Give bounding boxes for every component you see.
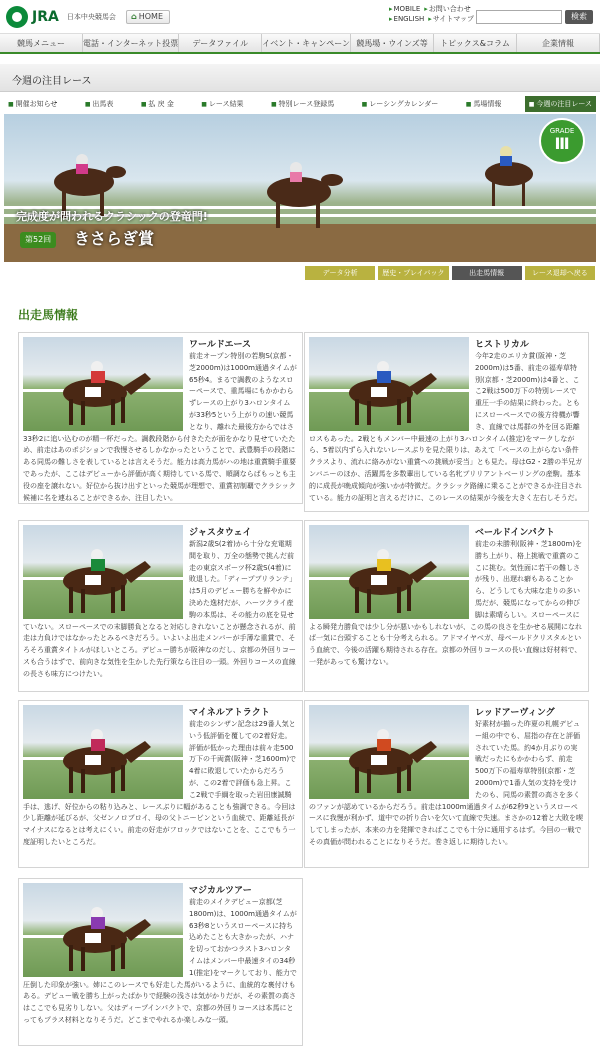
jra-logo-icon: [6, 6, 28, 28]
global-nav: [0, 34, 600, 54]
horse-description: 前走の未勝利(阪神・芝1800m)を勝ち上がり、格上挑戦で重賞のここに挑む。気性面に若干の難しさが残り、出遅れ癖もあることから、どうしても大味な走りの多い馬だが、競馬になってからの伸び脚は素晴らしい。スローペースによる瞬発力勝負では少し分が悪いかもしれないが、この馬の良さを生かせる展開になれば一気に台頭することも十分考えられる。アドマイヤベガ、母ベールドクリスタルという血統で、今後の活躍も期待される存在。京都の外回りコースの長い直線は好材料で、一発があっても驚けない。: [309, 540, 583, 666]
subnav-item-entries[interactable]: ■ 出馬表: [81, 96, 118, 112]
utility-links: [389, 4, 475, 24]
subnav-item-special[interactable]: ■ 特別レース登録馬: [267, 96, 338, 112]
grade-label: GRADE: [549, 127, 575, 135]
tab-entries[interactable]: 出走馬情報: [452, 266, 522, 280]
gnav-item-courses[interactable]: 競馬場・ウインズ等: [351, 34, 434, 52]
search-button[interactable]: 検索: [565, 10, 593, 24]
sub-nav: [4, 96, 596, 112]
site-header: [0, 0, 600, 34]
horse-description: 前走オープン特別の若駒S(京都・芝2000m)は1000m通過タイムが65秒4。まるで調教のようなスローペースで、重馬場にもかかわらずレースの上がり3ハロンタイムが33秒5という上がりの速い競馬となり、離れた最後方からではさ33秒2に追い込むのが精一杯だった。調教段階から付きたたが面をかなり見せていたため、前走はあのポジションで我慢させるしかなかったということで、武豊騎手の段階にある同馬の難しさを表しているとは言えそうだ。能力は高力馬がハの地は重賞騎手重要であったが、ここはデビューから評価が高く期待している馬で、順調ならばもっとも主役の座を譲れない。好位から抜け出すといった競馬が理想で、重賞初制覇でクラシック候補に名を連ねることができるか、注目したい。: [23, 352, 297, 502]
race-name: きさらぎ賞: [74, 229, 155, 248]
horse-card: [304, 520, 589, 692]
gnav-item-topics[interactable]: トピックス&コラム: [434, 34, 517, 52]
page-title-bar: [0, 64, 600, 92]
horse-name: マイネルアトラクト: [189, 708, 270, 718]
horse-card: [18, 332, 303, 504]
horse-description: 新潟2歳S(2着)から十分な充電期間を取り、万全の態勢で挑んだ前走の東京スポーツ杯2歳S(4着)に敗退した。「ディープブリランテ」は5月のデビュー勝ちを鮮やかに決めた逸材だが、ハーツクライ産駒の本馬は、その能力の底を見せていない。スローペースでの末脚勝負となると対応しきれないことが懸念されるが、前走は力負けではなかったとみるべきだろう。いよいよ出走メンバーが手薄な重賞で、そろそろ重賞タイトルがほしいところ。デビュー勝ちが阪神なのだし、京都の外回りコースも合うはずで、前向きな気性を生かした先行策なら注目の一頭。外回りコースの直線の長さも味方につけたい。: [23, 540, 297, 678]
horse-description: 好素材が揃った昨夏の札幌デビュー組の中でも、屈指の存在と評価されていた馬。約4か月ぶりの実戦だったにもかかわらず、前走500万下の福寿草特別(京都・芝2000m)で1番人気の支持を受けたのも、同馬の素質の高さを多くのファンが認めているからだろう。前走は1000m通過タイムが62秒9というスローペースに我慢が利かず、道中での折り合いを欠いて直線で失速。まさかの12着と大敗を喫してしまったが、本来の力を発揮できればここでも十分に通用するはず。今回の一戦でその真価が問われることになりそうだ。巻き返しに期待したい。: [309, 720, 583, 846]
subnav-item-track[interactable]: ■ 馬場情報: [462, 96, 506, 112]
horse-description: 前走のメイクデビュー京都(芝1800m)は、1000m通過タイムが63秒8というスローペースに持ち込めたことも大きかったが、ハナを切っておかつラスト3ハロンタイムはメンバー中最速タイの34秒1(推定)をマークしており、能力で圧倒した印象が強い。姉にこのレースでも好走した馬がいるように、血統的な裏付けもある。デビュー戦を勝ち上がったばかりで経験の浅さは気がかりだが、その素質の高さはここでも見劣りしない。父はディープインパクトで、京都の外回りコースは本馬にとってもプラス材料となりそうだ。どこまでやれるか楽しみな一頭。: [23, 898, 297, 1024]
tab-history[interactable]: 歴史・プレイバック: [378, 266, 448, 280]
gnav-item-voting[interactable]: 電話・インターネット投票: [83, 34, 179, 52]
content-tabs: [305, 266, 595, 280]
horse-name: ベールドインパクト: [475, 528, 555, 538]
gnav-item-menu[interactable]: 競馬メニュー: [0, 34, 83, 52]
horse-card: [304, 700, 589, 868]
mobile-link[interactable]: ▸ MOBILE: [389, 4, 420, 14]
search-input[interactable]: [476, 10, 562, 24]
horse-name: ワールドエース: [189, 340, 252, 350]
subnav-item-featured[interactable]: ■ 今週の注目レース: [525, 96, 596, 112]
page-title: 今週の注目レース: [12, 76, 92, 87]
gnav-item-datafile[interactable]: データファイル: [179, 34, 262, 52]
horse-card: [18, 700, 303, 868]
horse-name: ジャスタウェイ: [189, 528, 252, 538]
contact-link[interactable]: ▸ お問い合わせ: [424, 4, 471, 14]
home-label: HOME: [138, 12, 164, 21]
race-edition-badge: 第52回: [20, 232, 56, 248]
hero-copy: 完成度が問われるクラシックの登竜門!: [16, 210, 208, 223]
grade-value: Ⅲ: [554, 134, 570, 153]
gnav-item-corporate[interactable]: 企業情報: [517, 34, 600, 52]
tab-back[interactable]: レース退却へ戻る: [525, 266, 595, 280]
english-link[interactable]: ▸ ENGLISH: [389, 14, 424, 24]
horse-name: ヒストリカル: [475, 340, 529, 350]
house-icon: ⌂: [131, 12, 137, 21]
section-title: 出走馬情報: [18, 308, 79, 322]
jra-logo[interactable]: [6, 6, 116, 28]
horse-card: [18, 520, 303, 692]
hero-banner: [4, 114, 596, 262]
gnav-item-events[interactable]: イベント・キャンペーン: [262, 34, 351, 52]
grade-badge: [539, 118, 585, 164]
horse-card: [18, 878, 303, 1046]
horse-card: [304, 332, 589, 512]
horse-name: マジカルツアー: [189, 886, 252, 896]
horse-description: 今年2走のエリカ賞(阪神・芝2000m)は5番、前走の福寿草特別(京都・芝2000m)は4番と、ここ2戦は500万下の特別レースで重圧一手の結果に終わった。ともにスローペースでの後方待機が響き、直線では馬群の外を回る距離ロスもあった。2戦ともメンバー中最速の上がり3ハロンタイム(推定)をマークしながら、5着以内ずら入れないレースぶりを見た限りは、あえて「ペースの上がらない条件クラスより、流れに絡みがない重賞への挑戦が妥当」とも見た。母はG2・2勝の半兄ガンバニーのほか、活躍馬を多数輩出している名牝ブリリアントベーリングの産駒。基本的に成長が晩成傾向が強いかが特徴だ。クラシック路線に乗ることができるか注目されている。能力の証明と言えるだけに、このレースの結果が今後を大きく左右しそうだ。: [309, 352, 583, 502]
subnav-item-notice[interactable]: ■ 開催お知らせ: [4, 96, 61, 112]
subnav-item-calendar[interactable]: ■ レーシングカレンダー: [358, 96, 443, 112]
horse-description: 前走のシンザン記念は29番人気という低評価を覆しての2着好走。評価が低かった理由は前々走500万下の千両賞(阪神・芝1600m)で4着に敗退していたからだろうが、この2着で評価も急上昇。ここ2戦で手綱を取った岩田康誠騎手は、逃げ、好位からの粘り込みと、レースぶりに幅があることも強調できる。今回は少し距離が延びるが、父ゼンノロブロイ、母の父トニービンという血統で、距離延長がマイナスになるとは考えにくい。前走の好走がフロックではないことを、ここでもう一度証明したいところだ。: [23, 720, 297, 846]
subnav-item-payout[interactable]: ■ 払 戻 金: [137, 96, 178, 112]
subnav-item-results[interactable]: ■ レース結果: [197, 96, 247, 112]
logo-subtitle: 日本中央競馬会: [66, 13, 116, 21]
logo-text: JRA: [32, 9, 59, 25]
tab-data-analysis[interactable]: データ分析: [305, 266, 375, 280]
sitemap-link[interactable]: ▸ サイトマップ: [428, 14, 474, 24]
horse-name: レッドアーヴィング: [475, 708, 555, 718]
home-button[interactable]: [126, 10, 170, 24]
